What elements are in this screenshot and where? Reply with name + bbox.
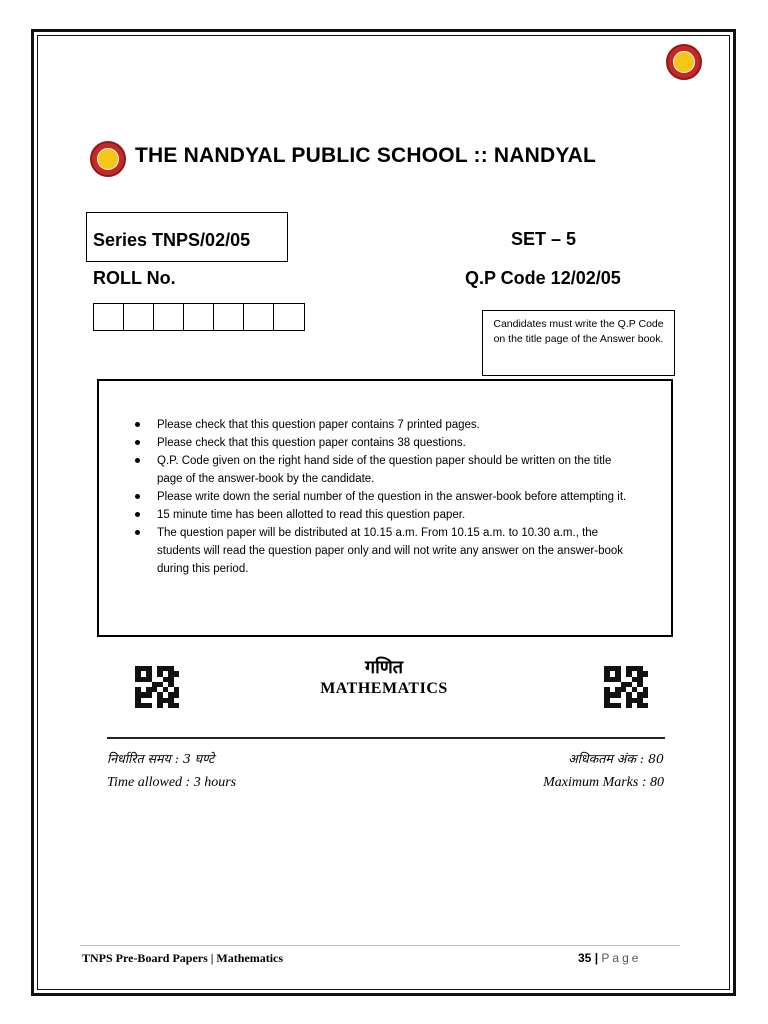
roll-number-box[interactable] (244, 304, 274, 330)
roll-number-box[interactable] (184, 304, 214, 330)
roll-number-box[interactable] (154, 304, 184, 330)
page-separator: | (594, 951, 599, 965)
qp-code-note: Candidates must write the Q.P Code on the title page of the Answer book. (482, 310, 675, 376)
instruction-item: The question paper will be distributed at 10.15 a.m. From 10.15 a.m. to 10.30 a.m., the students will read the question paper only and will not write any answer on the answer-book during this period. (135, 524, 635, 578)
qr-code-icon (135, 666, 179, 708)
series-box (86, 212, 288, 262)
footer-divider (80, 945, 680, 946)
roll-number-label: ROLL No. (93, 268, 176, 288)
subject-title: MATHEMATICS (320, 680, 448, 697)
instruction-item: Please write down the serial number of the question in the answer-book before attempting it. (135, 488, 635, 506)
series-label: Series TNPS/02/05 (93, 230, 251, 250)
maximum-marks-hindi: अधिकतम अंक : 80 (568, 751, 664, 766)
time-allowed-hindi: निर्धारित समय : 3 घण्टे (107, 751, 215, 766)
instruction-item: Q.P. Code given on the right hand side of the question paper should be written on the title page of the answer-book by the candidate. (135, 452, 635, 488)
roll-number-box[interactable] (274, 304, 304, 330)
qp-code: Q.P Code 12/02/05 (465, 268, 621, 288)
divider (107, 737, 665, 739)
instruction-item: 15 minute time has been allotted to read this question paper. (135, 506, 635, 524)
maximum-marks: Maximum Marks : 80 (543, 775, 664, 790)
school-emblem-icon (90, 141, 126, 177)
qr-code-icon (604, 666, 648, 708)
school-name: THE NANDYAL PUBLIC SCHOOL :: NANDYAL (135, 144, 597, 167)
set-label: SET – 5 (511, 229, 577, 249)
instructions-box (97, 379, 673, 637)
subject-title-hindi: गणित (364, 657, 404, 678)
footer-title: TNPS Pre-Board Papers | Mathematics (82, 951, 284, 965)
roll-number-box[interactable] (124, 304, 154, 330)
instruction-item: Please check that this question paper contains 38 questions. (135, 434, 635, 452)
time-allowed: Time allowed : 3 hours (107, 775, 237, 790)
school-emblem-icon (666, 44, 702, 80)
instructions-list (135, 416, 635, 578)
page-number-label (578, 951, 641, 965)
roll-number-grid (93, 303, 305, 331)
page-label: Page (601, 951, 642, 965)
roll-number-box[interactable] (214, 304, 244, 330)
instruction-item: Please check that this question paper contains 7 printed pages. (135, 416, 635, 434)
roll-number-box[interactable] (94, 304, 124, 330)
page-number: 35 (578, 951, 592, 965)
